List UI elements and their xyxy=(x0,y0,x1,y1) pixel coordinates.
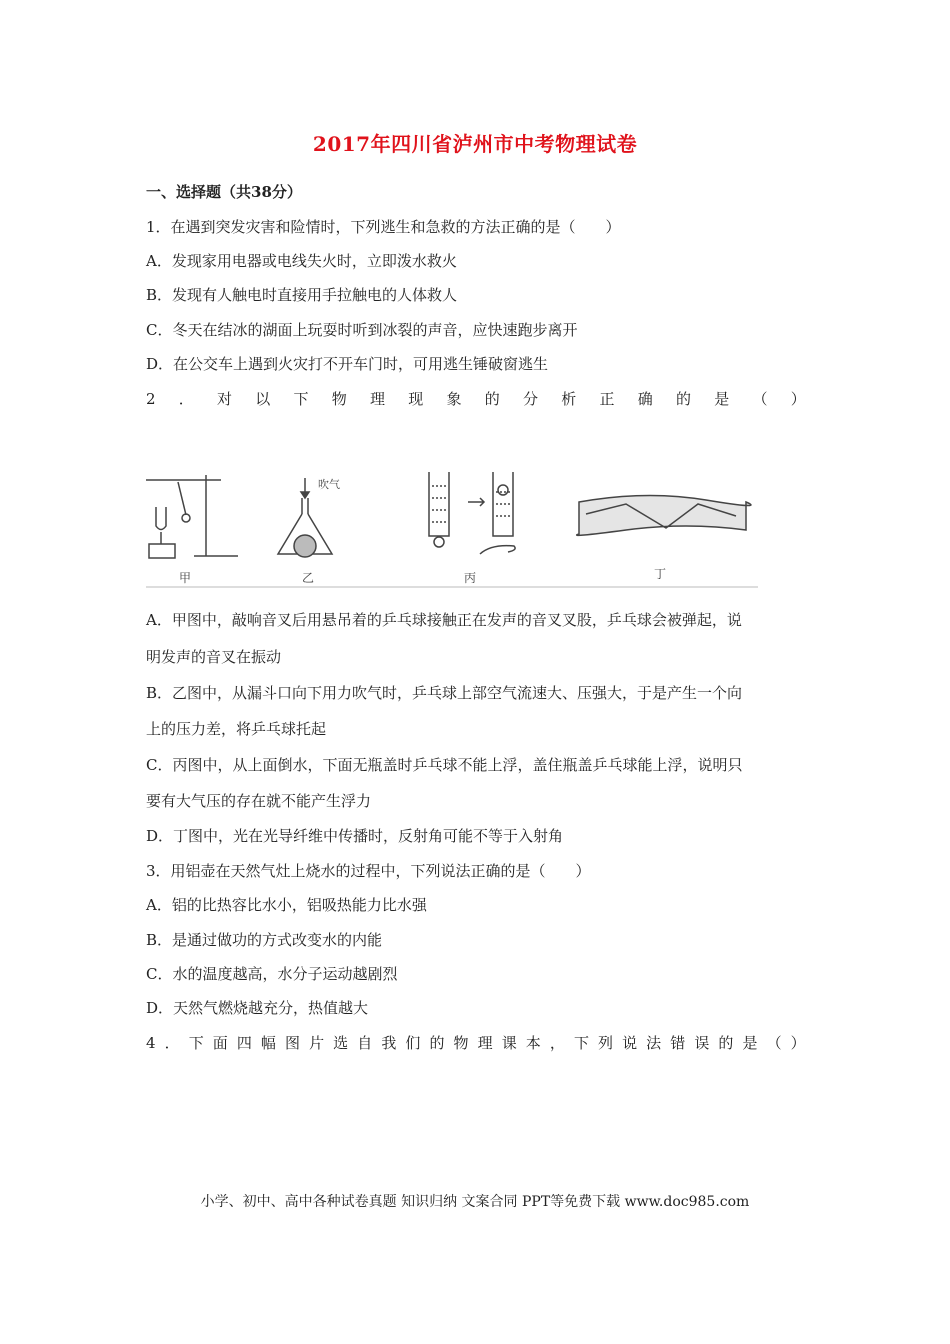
optical-fiber-diagram xyxy=(577,495,751,535)
q1-option-b: B．发现有人触电时直接用手拉触电的人体救人 xyxy=(146,286,458,304)
figure-label-ding: 丁 xyxy=(654,567,667,581)
q3-option-c: C．水的温度越高，水分子运动越剧烈 xyxy=(146,965,398,983)
q1-option-c: C．冬天在结冰的湖面上玩耍时听到冰裂的声音，应快速跑步离开 xyxy=(146,321,578,339)
q4-stem: 4 ． 下 面 四 幅 图 片 选 自 我 们 的 物 理 课 本 ， 下 列 说 法 错 误 的 是 （ ） xyxy=(146,1034,806,1052)
q3-stem: 3．用铝壶在天然气灶上烧水的过程中，下列说法正确的是（ ） xyxy=(146,862,591,880)
q2-option-b-line2: 上的压力差，将乒乓球托起 xyxy=(146,720,327,738)
q3-option-d: D．天然气燃烧越充分，热值越大 xyxy=(146,999,369,1017)
tuning-fork-diagram xyxy=(146,475,238,558)
q2-option-d: D．丁图中，光在光导纤维中传播时，反射角可能不等于入射角 xyxy=(146,827,564,845)
figure-label-yi: 乙 xyxy=(302,571,315,585)
q3-option-b: B．是通过做功的方式改变水的内能 xyxy=(146,931,383,949)
figure-label-bing: 丙 xyxy=(464,571,477,585)
q1-stem: 1．在遇到突发灾害和险情时，下列逃生和急救的方法正确的是（ ） xyxy=(146,218,621,236)
q1-option-a: A．发现家用电器或电线失火时，立即泼水救火 xyxy=(146,252,457,270)
figure-label-jia: 甲 xyxy=(179,571,192,585)
q2-option-a-line2: 明发声的音叉在振动 xyxy=(146,648,282,666)
section-heading: 一、选择题（共38分） xyxy=(146,183,302,201)
q2-option-a-line1: A．甲图中，敲响音叉后用悬吊着的乒乓球接触正在发声的音叉叉股，乒乓球会被弹起，说 xyxy=(146,611,742,629)
exam-title: 2017年四川省泸州市中考物理试卷 xyxy=(312,132,638,156)
bottle-diagram xyxy=(429,472,515,554)
q2-option-c-line1: C．丙图中，从上面倒水，下面无瓶盖时乒乓球不能上浮，盖住瓶盖乒乓球能上浮，说明只 xyxy=(146,756,743,774)
blow-label: 吹气 xyxy=(318,478,340,491)
q2-stem: 2 ． 对 以 下 物 理 现 象 的 分 析 正 确 的 是 （ ） xyxy=(146,390,806,408)
q2-figure xyxy=(146,470,758,590)
q2-option-c-line2: 要有大气压的存在就不能产生浮力 xyxy=(146,792,372,810)
q3-option-a: A．铝的比热容比水小，铝吸热能力比水强 xyxy=(146,896,427,914)
q2-option-b-line1: B．乙图中，从漏斗口向下用力吹气时，乒乓球上部空气流速大、压强大，于是产生一个向 xyxy=(146,684,743,702)
q1-option-d: D．在公交车上遇到火灾打不开车门时，可用逃生锤破窗逃生 xyxy=(146,355,549,373)
page-footer: 小学、初中、高中各种试卷真题 知识归纳 文案合同 PPT等免费下载 www.doc985.com xyxy=(200,1194,750,1210)
